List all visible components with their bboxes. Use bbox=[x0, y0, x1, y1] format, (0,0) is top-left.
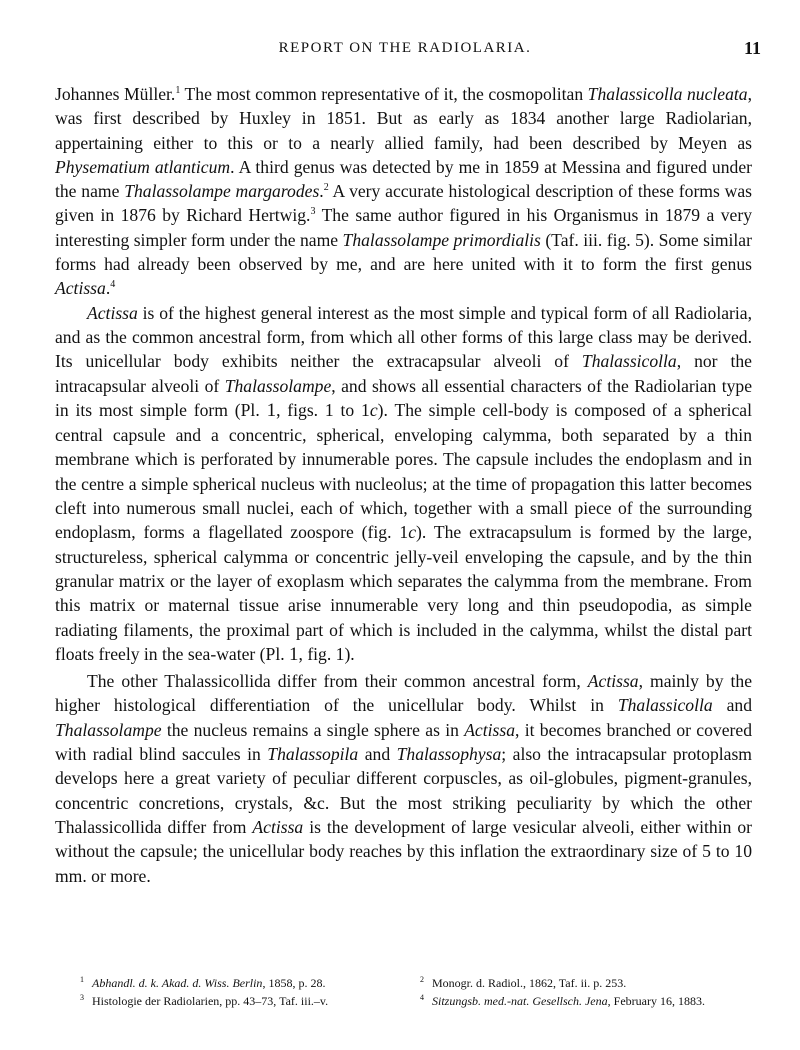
footnote-4: $^4$ Sitzungsb. med.-nat. Gesellsch. Jena, February 16, 1883. bbox=[420, 993, 705, 1008]
plate-reference: 1 bbox=[266, 399, 277, 421]
taxon-name: Thalassolampe bbox=[55, 719, 162, 740]
page-header bbox=[55, 38, 761, 64]
taxon-name: Actissa bbox=[55, 278, 106, 299]
taxon-name: Thalassicolla bbox=[581, 351, 677, 372]
taxon-name: Thalassicolla nucleata bbox=[587, 84, 748, 104]
plate-reference: 1 bbox=[289, 643, 299, 665]
taxon-name: Thalassopila bbox=[267, 744, 359, 765]
taxon-name: Thalassophysa bbox=[396, 744, 502, 765]
footnote-1: $^1$ Abhandl. d. k. Akad. d. Wiss. Berlin, 1858, p. 28. bbox=[80, 975, 326, 990]
taxon-name: Actissa bbox=[587, 671, 639, 692]
body-text bbox=[55, 82, 752, 888]
taxon-name: Thalassicolla bbox=[617, 695, 713, 716]
paragraph-3: The other Thalassicollida differ from their common ancestral form, Actissa, mainly by the higher histological differentiation of the unicellular body. Whilst in Thalassicolla and Thalassolampe the nucleus remains a single sphere as in Actissa, it becomes branched or covered with radial blind saccules in Thalassopila and Thalassophysa; also the intracapsular protoplasm develops here a great variety of peculiar different corpuscles, as oil-globules, pigment-granules, concentric concretions, crystals, &c. But the most striking peculiarity by which the other Thalassicollida differ from Actissa is the development of large vesicular alveoli, either within or without the capsule; the unicellular body reaches by this inflation the extraordinary size of 5 to 10 mm. or more. bbox=[55, 671, 753, 886]
taxon-name: Thalassolampe bbox=[224, 375, 332, 396]
taxon-name: Actissa bbox=[252, 816, 304, 837]
taxon-name: Actissa bbox=[464, 719, 516, 740]
footnote-ref-2: 2 bbox=[323, 182, 329, 194]
paragraph-1: Johannes Müller.$^1$ The most common representative of it, the cosmopolitan Thalassicolla nucleata, was first described by Huxley in 1851. But as early as 1834 another large Radiolarian, appertaining either to this or to a nearly allied family, had been described by Meyen as Physematium atlanticum. A third genus was detected by me in 1859 at Messina and figured under the name Thalassolampe margarodes.$^2$ A very accurate histological description of these forms was given in 1876 by Richard Hertwig.$^3$ The same author figured in his Organismus in 1879 a very interesting simpler form under the name Thalassolampe primordialis (Taf. iii. fig. 5). Some similar forms had already been observed by me, and are here united with it to form the first genus Actissa.$^4$ bbox=[55, 84, 753, 299]
footnote-3: $^3$ Histologie der Radiolarien, pp. 43–73, Taf. iii.–v. bbox=[80, 993, 329, 1008]
taxon-name: Thalassolampe primordialis bbox=[342, 229, 541, 250]
footnote-2: $^2$ Monogr. d. Radiol., 1862, Taf. ii. p. 253. bbox=[420, 975, 627, 990]
taxon-name: Actissa bbox=[87, 302, 138, 323]
footnote-ref-4: 4 bbox=[110, 279, 116, 291]
running-title: REPORT ON THE RADIOLARIA. bbox=[278, 40, 532, 56]
paragraph-2: Actissa is of the highest general interest as the most simple and typical form of all Radiolaria, and as the common ancestral form, from which all other forms of this large class may be derived. Its unicellular body exhibits neither the extracapsular alveoli of Thalassicolla, nor the intracapsular alveoli of Thalassolampe, and shows all essential characters of the Radiolarian type in its most simple form (Pl. 1, figs. 1 to 1c). The simple cell-body is composed of a spherical central capsule and a concentric, spherical, enveloping calymma, both separated by a thin membrane which is perforated by innumerable pores. The capsule includes the endoplasm and in the centre a simple spherical nucleus with nucleolus; at the time of propagation this latter becomes cleft into numerous small nuclei, each of which, together with a small piece of the surrounding endoplasm, forms a flagellated zoospore (fig. 1c). The extracapsulum is formed by the large, structureless, spherical calymma or concentric jelly-veil enveloping the capsule, and by the thin granular matrix or the layer of exoplasm which separates the calymma from the membrane. From this matrix or maternal tissue arise innumerable very long and thin pseudopodia, as simple radiating filaments, the proximal part of which is included in the calymma, whilst the distal part floats freely in the sea-water (Pl. 1, fig. 1). bbox=[55, 302, 753, 665]
footnote-ref-3: 3 bbox=[310, 206, 316, 218]
taxon-name: Physematium atlanticum bbox=[55, 156, 231, 177]
page-number: 11 bbox=[743, 38, 761, 58]
footnote-ref-1: 1 bbox=[175, 85, 181, 97]
taxon-name: Thalassolampe margarodes bbox=[124, 181, 320, 202]
